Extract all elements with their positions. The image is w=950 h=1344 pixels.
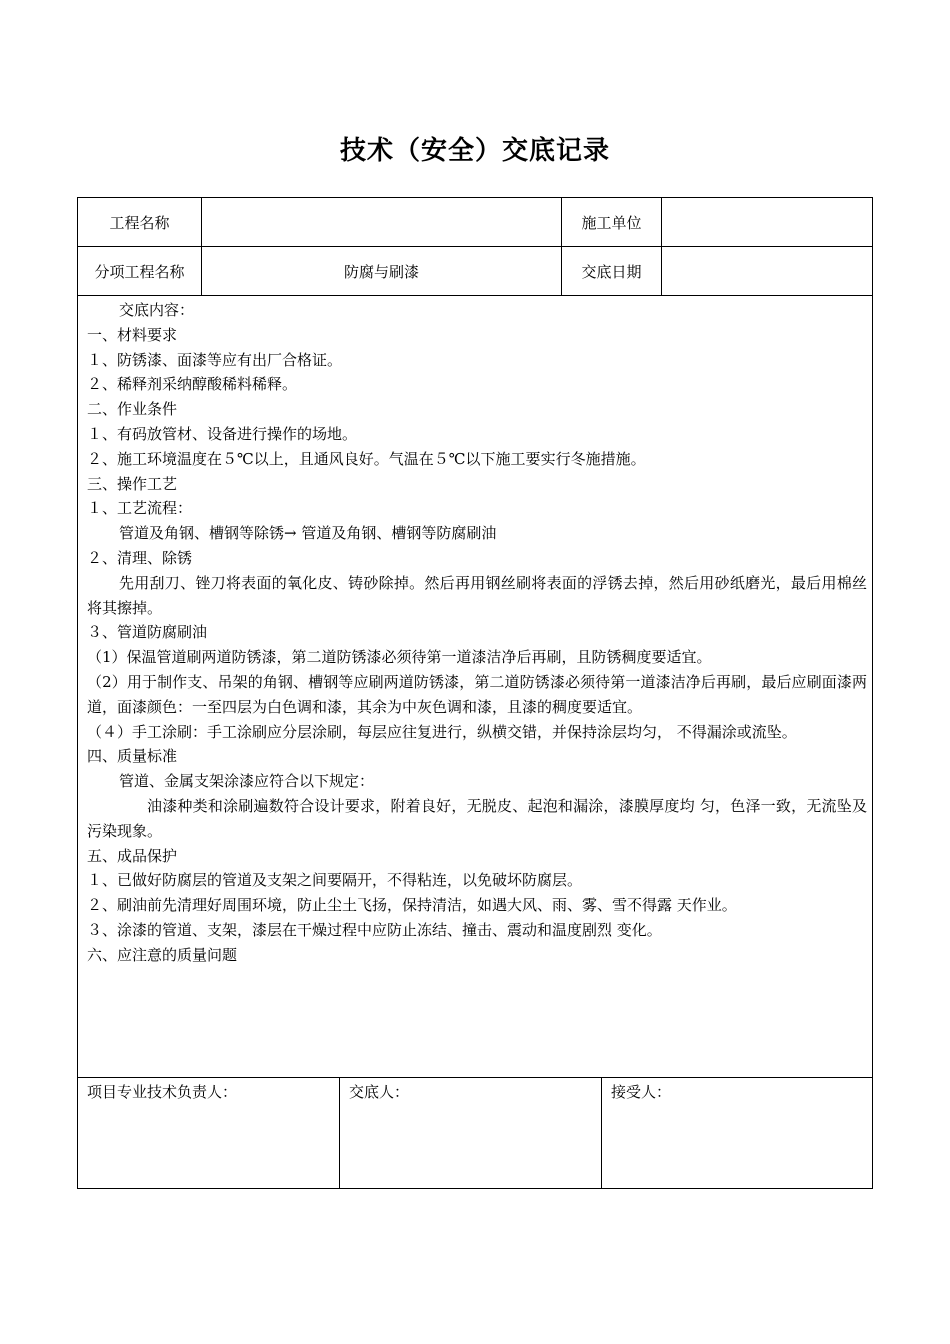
disclosure-content (87, 298, 867, 968)
receiver-signature-label: 接受人： (611, 1083, 672, 1101)
disclosure-date-value (662, 247, 872, 295)
content-line: ２、稀释剂采纳醇酸稀料稀释。 (87, 375, 298, 394)
disclosure-date-label: 交底日期 (581, 262, 642, 281)
sub-project-label: 分项工程名称 (94, 262, 185, 281)
construction-unit-value (662, 198, 872, 246)
project-name-value (202, 198, 561, 246)
content-line: １、已做好防腐层的管道及支架之间要隔开，不得粘连，以免破坏防腐层。 (87, 871, 583, 890)
section-heading: 五、成品保护 (87, 846, 178, 865)
content-line: ２、施工环境温度在５℃以上，且通风良好。气温在５℃以下施工要实行冬施措施。 (87, 449, 646, 468)
content-intro: 交底内容： (119, 301, 195, 319)
content-line: １、有码放管材、设备进行操作的场地。 (87, 424, 358, 443)
project-name-label: 工程名称 (109, 213, 170, 232)
discloser-signature-label: 交底人： (349, 1083, 410, 1101)
signature-row-divider (77, 1077, 873, 1078)
content-line: ３、涂漆的管道、支架，漆层在干燥过程中应防止冻结、撞击、震动和温度剧烈 变化。 (87, 920, 662, 939)
col-divider (601, 1077, 602, 1189)
process-flow: 管道及角钢、槽钢等除锈→ 管道及角钢、槽钢等防腐刷油 (119, 524, 497, 543)
section-heading: 一、材料要求 (87, 325, 178, 344)
content-paragraph: （４）手工涂刷：手工涂刷应分层涂刷，每层应往复进行，纵横交错，并保持涂层均匀， 不得漏涂或流坠。 (87, 722, 797, 741)
row-divider (77, 295, 873, 296)
content-line: ２、清理、除锈 (87, 548, 193, 567)
content-paragraph: 油漆种类和涂刷遍数符合设计要求，附着良好，无脱皮、起泡和漏涂，漆膜厚度均 匀，色泽一致，无流坠及污染现象。 (87, 796, 867, 840)
construction-unit-label: 施工单位 (581, 213, 642, 232)
section-heading: 三、操作工艺 (87, 474, 178, 493)
content-paragraph: （2）用于制作支、吊架的角钢、槽钢等应刷两道防锈漆，第二道防锈漆必须待第一道漆洁净后再刷，最后应刷面漆两道，面漆颜色：一至四层为白色调和漆，其余为中灰色调和漆，且漆的稠度要适宜。 (87, 672, 867, 716)
content-paragraph: 先用刮刀、锉刀将表面的氧化皮、铸砂除掉。然后再用钢丝刷将表面的浮锈去掉，然后用砂纸磨光，最后用棉丝将其擦掉。 (87, 573, 867, 617)
content-line: （1）保温管道刷两道防锈漆，第二道防锈漆必须待第一道漆洁净后再刷，且防锈稠度要适宜。 (87, 648, 712, 667)
content-line: １、工艺流程： (87, 499, 193, 518)
col-divider (339, 1077, 340, 1189)
section-heading: 六、应注意的质量问题 (87, 945, 238, 964)
content-line: ３、管道防腐刷油 (87, 623, 208, 642)
content-line: ２、刷油前先清理好周围环境，防止尘土飞扬，保持清洁，如遇大风、雨、雾、雪不得露 天作业。 (87, 896, 737, 915)
section-heading: 四、质量标准 (87, 747, 178, 766)
document-title: 技术（安全）交底记录 (339, 136, 610, 166)
section-heading: 二、作业条件 (87, 400, 178, 419)
tech-lead-signature-label: 项目专业技术负责人： (87, 1083, 238, 1101)
content-line: １、防锈漆、面漆等应有出厂合格证。 (87, 350, 343, 369)
sub-project-value: 防腐与刷漆 (343, 262, 419, 281)
content-line: 管道、金属支架涂漆应符合以下规定： (119, 772, 375, 791)
